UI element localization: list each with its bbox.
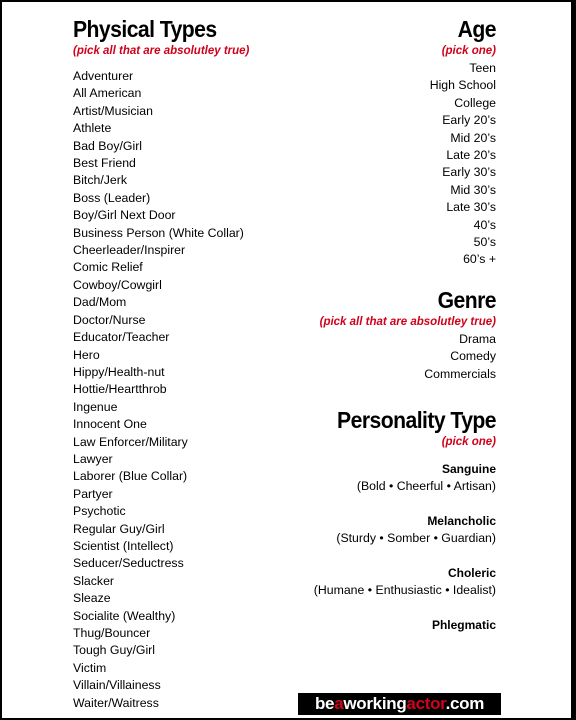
genre-option: Drama: [459, 331, 496, 346]
age-option: Early 30’s: [442, 165, 496, 180]
physical-type-item: Regular Guy/Girl: [73, 521, 165, 536]
physical-type-item: Boy/Girl Next Door: [73, 208, 176, 223]
physical-type-item: Comic Relief: [73, 260, 143, 275]
age-option: Late 20’s: [446, 148, 496, 163]
physical-type-item: Lawyer: [73, 451, 113, 466]
physical-type-item: Partyer: [73, 486, 113, 501]
right-column: [236, 15, 496, 634]
age-option: College: [454, 95, 496, 110]
age-option: 60’s +: [463, 252, 496, 267]
age-heading: Age: [457, 16, 496, 42]
physical-type-item: Business Person (White Collar): [73, 225, 244, 240]
age-option: High School: [429, 78, 496, 93]
age-option: 50’s: [473, 235, 496, 250]
personality-type-name: Phlegmatic: [431, 618, 496, 633]
physical-type-item: Tough Guy/Girl: [73, 643, 156, 658]
logo-part: .com: [445, 694, 485, 713]
document-page: [2, 2, 571, 718]
physical-type-item: Villain/Villainess: [73, 678, 161, 693]
physical-type-item: Scientist (Intellect): [73, 538, 174, 553]
genre-list: [236, 331, 496, 383]
physical-type-item: Athlete: [73, 121, 112, 136]
physical-type-item: Adventurer: [73, 69, 134, 83]
personality-type-traits: (Sturdy • Somber • Guardian): [336, 531, 496, 546]
age-option: Late 30’s: [446, 200, 496, 215]
personality-type: [236, 565, 496, 599]
physical-type-item: Educator/Teacher: [73, 330, 170, 345]
physical-type-item: Waiter/Waitress: [73, 695, 159, 710]
personality-type-traits: (Bold • Cheerful • Artisan): [356, 479, 496, 494]
age-option: Early 20’s: [442, 113, 496, 128]
physical-type-item: Dad/Mom: [73, 295, 127, 310]
age-list: [236, 60, 496, 269]
logo-highlight: a: [334, 694, 344, 713]
logo-part: working: [343, 694, 407, 713]
personality-list: [236, 461, 496, 634]
personality-type-name: Melancholic: [427, 514, 496, 529]
physical-type-item: Boss (Leader): [73, 190, 151, 205]
personality-type-traits: (Humane • Enthusiastic • Idealist): [313, 583, 496, 598]
physical-type-item: Thug/Bouncer: [73, 626, 151, 640]
physical-type-item: Sleaze: [73, 591, 111, 606]
physical-type-item: Seducer/Seductress: [73, 556, 184, 571]
physical-type-item: Victim: [73, 660, 107, 675]
physical-type-item: Artist/Musician: [73, 103, 153, 118]
physical-type-item: Hippy/Health-nut: [73, 364, 165, 379]
genre-option: Comedy: [450, 349, 496, 364]
genre-heading: Genre: [437, 286, 496, 313]
physical-type-item: Cowboy/Cowgirl: [73, 277, 162, 292]
physical-types-instruction: (pick all that are absolutley true): [73, 45, 250, 57]
personality-type: [236, 513, 496, 547]
physical-type-item: Laborer (Blue Collar): [73, 469, 188, 484]
personality-instruction: (pick one): [441, 436, 496, 449]
personality-heading: Personality Type: [337, 407, 496, 434]
physical-type-item: Law Enforcer/Military: [73, 434, 188, 449]
personality-type-name: Choleric: [447, 566, 496, 581]
physical-type-item: Hottie/Heartthrob: [73, 382, 167, 397]
physical-type-item: Socialite (Wealthy): [73, 608, 176, 623]
genre-option: Commercials: [424, 366, 496, 381]
age-option: 40’s: [473, 217, 496, 232]
age-instruction: (pick one): [441, 45, 496, 57]
genre-instruction: (pick all that are absolutley true): [319, 315, 496, 328]
personality-type: [236, 461, 496, 495]
age-option: Teen: [469, 61, 496, 75]
logo-part: be: [314, 694, 335, 713]
logo-highlight: actor: [406, 694, 446, 713]
age-option: Mid 30’s: [450, 182, 496, 197]
physical-type-item: Innocent One: [73, 417, 147, 432]
physical-type-item: Slacker: [73, 573, 115, 588]
age-option: Mid 20’s: [450, 130, 496, 145]
personality-type-name: Sanguine: [441, 462, 496, 477]
physical-type-item: All American: [73, 86, 142, 101]
physical-type-item: Cheerleader/Inspirer: [73, 243, 186, 258]
physical-type-item: Best Friend: [73, 156, 136, 171]
physical-type-item: Psychotic: [73, 504, 126, 519]
physical-type-item: Ingenue: [73, 399, 118, 414]
physical-type-item: Doctor/Nurse: [73, 312, 146, 327]
physical-type-item: Bad Boy/Girl: [73, 138, 143, 153]
physical-type-item: Bitch/Jerk: [73, 173, 127, 188]
physical-types-heading: Physical Types: [73, 16, 217, 42]
physical-type-item: Hero: [73, 347, 100, 362]
site-logo: [298, 693, 501, 715]
personality-type: [236, 617, 496, 634]
